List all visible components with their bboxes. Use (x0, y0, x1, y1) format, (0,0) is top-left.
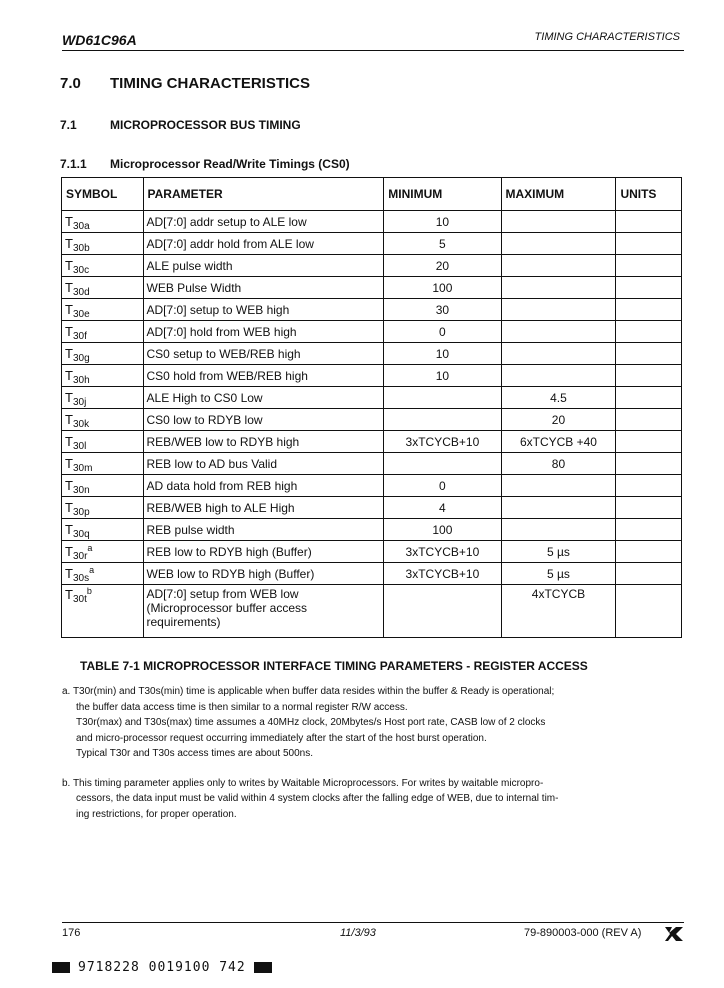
symbol-subscript: 30n (72, 485, 90, 496)
col-header-parameter: PARAMETER (143, 178, 384, 211)
barcode-block-right (254, 962, 272, 973)
minimum-cell (384, 585, 501, 638)
units-cell (616, 211, 682, 233)
subsection-title: MICROPROCESSOR BUS TIMING (110, 118, 301, 132)
minimum-cell: 10 (384, 343, 501, 365)
subsection-number: 7.1 (60, 118, 77, 132)
subsubsection-number: 7.1.1 (60, 157, 87, 171)
barcode-strip (52, 960, 272, 975)
table-row (62, 321, 682, 343)
symbol-subscript: 30l (72, 441, 87, 452)
symbol-subscript: 30b (72, 243, 90, 254)
symbol-cell (62, 387, 144, 409)
minimum-cell: 100 (384, 277, 501, 299)
maximum-cell: 80 (501, 453, 616, 475)
header-left-title: WD61C96A (62, 32, 137, 48)
symbol-cell (62, 409, 144, 431)
section-heading (60, 75, 310, 92)
parameter-cell: REB low to AD bus Valid (143, 453, 384, 475)
symbol-letter: T (65, 587, 73, 602)
footnote-b-line: ing restrictions, for proper operation. (76, 808, 237, 820)
parameter-cell: AD data hold from REB high (143, 475, 384, 497)
table-row (62, 365, 682, 387)
table-row (62, 233, 682, 255)
table-row (62, 563, 682, 585)
minimum-cell: 10 (384, 365, 501, 387)
symbol-cell (62, 431, 144, 453)
parameter-cell: REB low to RDYB high (Buffer) (143, 541, 384, 563)
units-cell (616, 387, 682, 409)
maximum-cell: 20 (501, 409, 616, 431)
col-header-symbol: SYMBOL (62, 178, 144, 211)
symbol-cell (62, 453, 144, 475)
maximum-cell (501, 321, 616, 343)
minimum-cell (384, 387, 501, 409)
minimum-cell: 4 (384, 497, 501, 519)
symbol-cell (62, 343, 144, 365)
units-cell (616, 431, 682, 453)
symbol-subscript: 30h (72, 375, 90, 386)
col-header-minimum: MINIMUM (384, 178, 501, 211)
symbol-letter: T (65, 412, 73, 427)
minimum-cell: 100 (384, 519, 501, 541)
symbol-cell (62, 585, 144, 638)
symbol-letter: T (65, 368, 73, 383)
maximum-cell (501, 519, 616, 541)
header-right-title: TIMING CHARACTERISTICS (534, 31, 680, 43)
parameter-cell: WEB Pulse Width (143, 277, 384, 299)
barcode-block-left (52, 962, 70, 973)
col-header-maximum: MAXIMUM (501, 178, 616, 211)
subsubsection-title: Microprocessor Read/Write Timings (CS0) (110, 157, 350, 171)
symbol-superscript: a (89, 565, 95, 575)
minimum-cell: 5 (384, 233, 501, 255)
footnote-b (62, 776, 682, 823)
symbol-subscript: 30f (72, 331, 87, 342)
maximum-cell (501, 343, 616, 365)
symbol-letter: T (65, 522, 73, 537)
units-cell (616, 563, 682, 585)
symbol-subscript: 30p (72, 507, 90, 518)
symbol-cell (62, 497, 144, 519)
symbol-subscript: 30k (72, 419, 90, 430)
maximum-cell: 5 µs (501, 541, 616, 563)
symbol-cell (62, 211, 144, 233)
table-caption: TABLE 7-1 MICROPROCESSOR INTERFACE TIMING PARAMETERS - REGISTER ACCESS (80, 659, 588, 673)
table-row (62, 255, 682, 277)
symbol-subscript: 30a (72, 221, 90, 232)
units-cell (616, 541, 682, 563)
symbol-cell (62, 255, 144, 277)
company-logo-icon (664, 925, 684, 943)
table-body (62, 211, 682, 638)
table-row (62, 277, 682, 299)
parameter-cell: AD[7:0] setup from WEB low (Microprocessor buffer access requirements) (143, 585, 384, 638)
symbol-subscript: 30m (72, 463, 93, 474)
minimum-cell: 0 (384, 321, 501, 343)
maximum-cell: 6xTCYCB +40 (501, 431, 616, 453)
footer-date: 11/3/93 (340, 927, 376, 939)
minimum-cell (384, 453, 501, 475)
maximum-cell (501, 475, 616, 497)
symbol-subscript: 30r (72, 551, 88, 562)
units-cell (616, 365, 682, 387)
maximum-cell: 5 µs (501, 563, 616, 585)
timing-table (61, 177, 682, 638)
footnote-a-line: the buffer data access time is then similar to a normal register R/W access. (76, 701, 408, 713)
symbol-letter: T (65, 456, 73, 471)
parameter-cell: AD[7:0] setup to WEB high (143, 299, 384, 321)
table-row (62, 409, 682, 431)
minimum-cell: 3xTCYCB+10 (384, 563, 501, 585)
symbol-cell (62, 475, 144, 497)
table-row (62, 211, 682, 233)
symbol-letter: T (65, 280, 73, 295)
symbol-subscript: 30s (72, 573, 90, 584)
symbol-subscript: 30j (72, 397, 87, 408)
maximum-cell: 4.5 (501, 387, 616, 409)
symbol-subscript: 30q (72, 529, 90, 540)
table-header-row (62, 178, 682, 211)
subsubsection-heading (60, 157, 350, 171)
symbol-superscript: b (86, 586, 92, 596)
footnote-a-line: and micro-processor request occurring immediately after the start of the host burst operation. (76, 732, 487, 744)
units-cell (616, 321, 682, 343)
symbol-letter: T (65, 258, 73, 273)
maximum-cell (501, 365, 616, 387)
symbol-subscript: 30g (72, 353, 90, 364)
symbol-letter: T (65, 324, 73, 339)
minimum-cell (384, 409, 501, 431)
footnote-b-line: b. This timing parameter applies only to writes by Waitable Microprocessors. For writes by waitable micropro- (62, 777, 544, 789)
units-cell (616, 409, 682, 431)
symbol-subscript: 30e (72, 309, 90, 320)
symbol-cell (62, 277, 144, 299)
units-cell (616, 497, 682, 519)
symbol-subscript: 30c (72, 265, 90, 276)
parameter-cell: WEB low to RDYB high (Buffer) (143, 563, 384, 585)
minimum-cell: 3xTCYCB+10 (384, 431, 501, 453)
maximum-cell (501, 497, 616, 519)
symbol-letter: T (65, 346, 73, 361)
maximum-cell (501, 277, 616, 299)
maximum-cell (501, 299, 616, 321)
table-row (62, 343, 682, 365)
symbol-cell (62, 365, 144, 387)
parameter-cell: CS0 hold from WEB/REB high (143, 365, 384, 387)
footer-rule (62, 922, 684, 923)
parameter-cell: AD[7:0] addr hold from ALE low (143, 233, 384, 255)
symbol-letter: T (65, 478, 73, 493)
symbol-cell (62, 299, 144, 321)
symbol-letter: T (65, 236, 73, 251)
maximum-cell (501, 211, 616, 233)
units-cell (616, 519, 682, 541)
symbol-letter: T (65, 214, 73, 229)
col-header-units: UNITS (616, 178, 682, 211)
parameter-cell: REB/WEB low to RDYB high (143, 431, 384, 453)
footnote-a-line: T30r(max) and T30s(max) time assumes a 40MHz clock, 20Mbytes/s Host port rate, CASB low of 2 clocks (76, 717, 546, 728)
parameter-cell: CS0 setup to WEB/REB high (143, 343, 384, 365)
symbol-cell (62, 321, 144, 343)
parameter-cell: REB/WEB high to ALE High (143, 497, 384, 519)
parameter-cell: AD[7:0] hold from WEB high (143, 321, 384, 343)
table-row (62, 519, 682, 541)
footnote-a-line: Typical T30r and T30s access times are about 500ns. (76, 748, 313, 759)
header-rule (62, 50, 684, 51)
symbol-cell (62, 233, 144, 255)
parameter-cell: REB pulse width (143, 519, 384, 541)
minimum-cell: 3xTCYCB+10 (384, 541, 501, 563)
page-number: 176 (62, 927, 81, 939)
table-row (62, 453, 682, 475)
units-cell (616, 255, 682, 277)
symbol-cell (62, 541, 144, 563)
maximum-cell (501, 233, 616, 255)
symbol-letter: T (65, 434, 73, 449)
units-cell (616, 453, 682, 475)
units-cell (616, 343, 682, 365)
table-row (62, 475, 682, 497)
table-row (62, 299, 682, 321)
parameter-cell: ALE pulse width (143, 255, 384, 277)
units-cell (616, 233, 682, 255)
minimum-cell: 0 (384, 475, 501, 497)
footnote-a (62, 684, 682, 762)
symbol-letter: T (65, 390, 73, 405)
barcode-text: 9718228 0019100 742 (78, 960, 246, 975)
units-cell (616, 277, 682, 299)
maximum-cell: 4xTCYCB (501, 585, 616, 638)
maximum-cell (501, 255, 616, 277)
units-cell (616, 299, 682, 321)
footnotes (62, 684, 682, 836)
symbol-subscript: 30t (72, 594, 87, 605)
table-row (62, 387, 682, 409)
symbol-cell (62, 563, 144, 585)
parameter-cell: ALE High to CS0 Low (143, 387, 384, 409)
units-cell (616, 585, 682, 638)
symbol-letter: T (65, 500, 73, 515)
table-row (62, 585, 682, 638)
parameter-cell: CS0 low to RDYB low (143, 409, 384, 431)
table-row (62, 497, 682, 519)
section-number: 7.0 (60, 75, 81, 92)
symbol-cell (62, 519, 144, 541)
symbol-subscript: 30d (72, 287, 90, 298)
minimum-cell: 30 (384, 299, 501, 321)
footnote-a-line: a. T30r(min) and T30s(min) time is applicable when buffer data resides within the buffer & Ready is operational; (62, 686, 555, 697)
minimum-cell: 20 (384, 255, 501, 277)
symbol-letter: T (65, 544, 73, 559)
symbol-letter: T (65, 302, 73, 317)
section-title: TIMING CHARACTERISTICS (110, 75, 310, 92)
minimum-cell: 10 (384, 211, 501, 233)
symbol-superscript: a (87, 543, 93, 553)
document-number: 79-890003-000 (REV A) (524, 927, 642, 939)
symbol-letter: T (65, 566, 73, 581)
table-row (62, 431, 682, 453)
table-row (62, 541, 682, 563)
parameter-cell: AD[7:0] addr setup to ALE low (143, 211, 384, 233)
footnote-b-line: cessors, the data input must be valid within 4 system clocks after the falling edge of WEB, due to internal tim- (76, 793, 559, 804)
units-cell (616, 475, 682, 497)
subsection-heading (60, 118, 301, 132)
